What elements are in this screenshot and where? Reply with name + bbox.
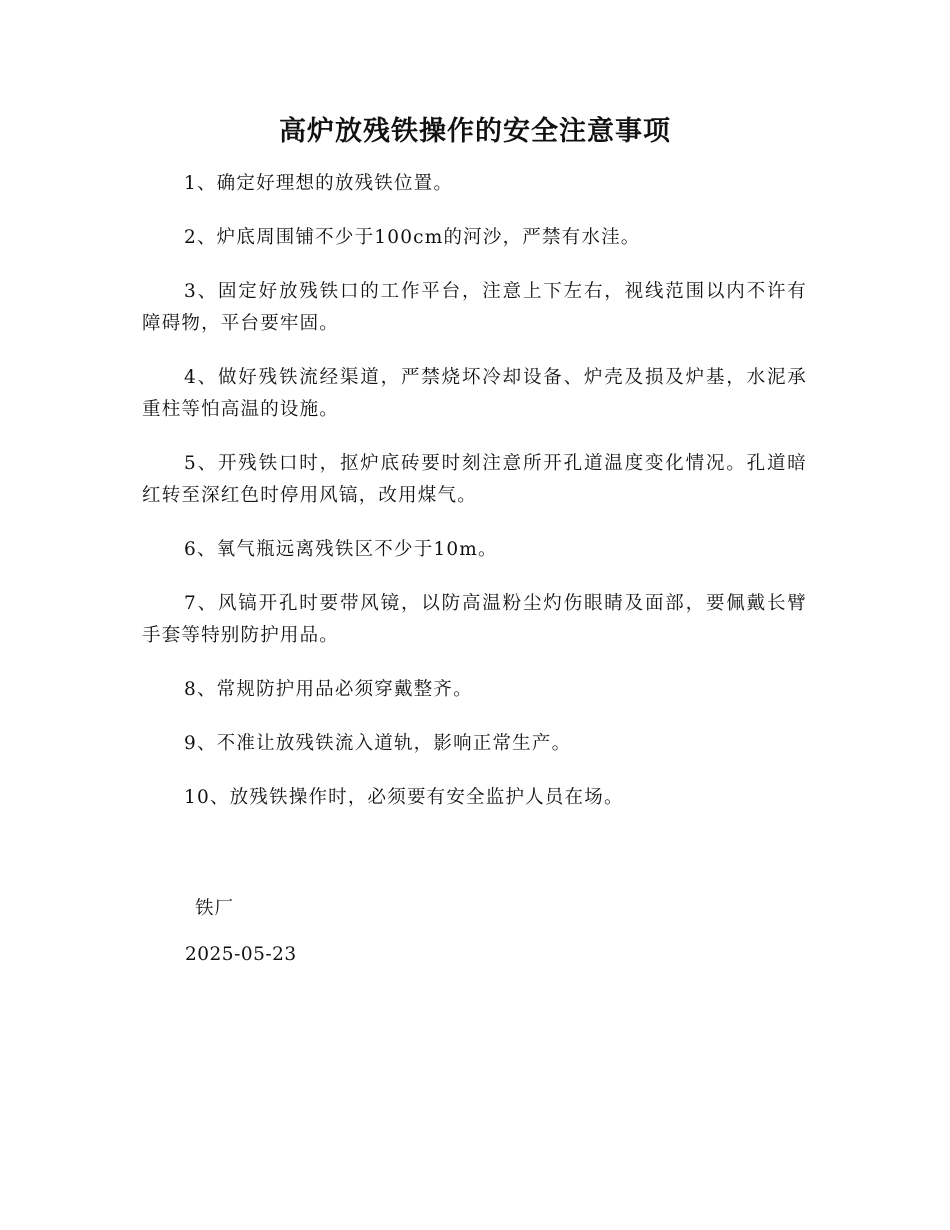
paragraph-7: 7、风镐开孔时要带风镜，以防高温粉尘灼伤眼睛及面部，要佩戴长臂手套等特别防护用品。 bbox=[142, 593, 807, 646]
document-date: 2025-05-23 bbox=[185, 944, 297, 965]
document-body bbox=[142, 168, 807, 836]
paragraph-3: 3、固定好放残铁口的工作平台，注意上下左右，视线范围以内不许有障碍物，平台要牢固。 bbox=[142, 281, 807, 334]
paragraph-9: 9、不准让放残铁流入道轨，影响正常生产。 bbox=[184, 733, 572, 754]
paragraph-4: 4、做好残铁流经渠道，严禁烧坏冷却设备、炉壳及损及炉基，水泥承重柱等怕高温的设施。 bbox=[142, 367, 807, 420]
paragraph-2: 2、炉底周围铺不少于100cm的河沙，严禁有水洼。 bbox=[184, 227, 641, 248]
paragraph-8: 8、常规防护用品必须穿戴整齐。 bbox=[184, 679, 473, 700]
document-footer bbox=[185, 893, 297, 971]
organization-name: 铁厂 bbox=[195, 898, 235, 919]
paragraph-1: 1、确定好理想的放残铁位置。 bbox=[184, 173, 454, 194]
paragraph-5: 5、开残铁口时，抠炉底砖要时刻注意所开孔道温度变化情况。孔道暗红转至深红色时停用风镐，改用煤气。 bbox=[142, 453, 807, 506]
document-title: 高炉放残铁操作的安全注意事项 bbox=[279, 116, 671, 147]
paragraph-6: 6、氧气瓶远离残铁区不少于10m。 bbox=[184, 539, 498, 560]
paragraph-10: 10、放残铁操作时，必须要有安全监护人员在场。 bbox=[184, 787, 624, 808]
